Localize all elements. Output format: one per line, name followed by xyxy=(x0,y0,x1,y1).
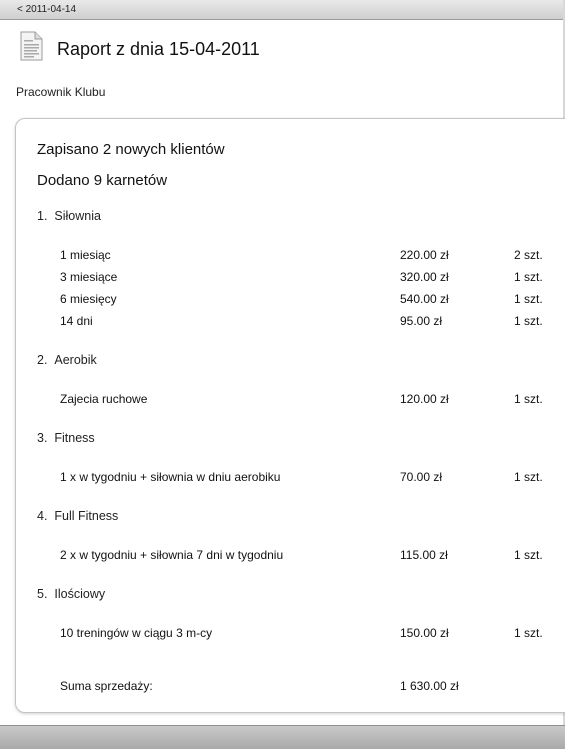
total-value: 1 630.00 zł xyxy=(400,679,459,693)
total-label: Suma sprzedaży: xyxy=(60,679,153,693)
item-name: 6 miesięcy xyxy=(60,292,117,306)
item-price: 95.00 zł xyxy=(400,314,443,328)
new-passes-summary: Dodano 9 karnetów xyxy=(37,172,168,189)
item-name: Zajecia ruchowe xyxy=(60,392,148,406)
item-price: 150.00 zł xyxy=(400,626,449,640)
item-price: 320.00 zł xyxy=(400,270,449,284)
category-number: 2. xyxy=(37,353,48,367)
item-quantity: 1 szt. xyxy=(514,270,543,284)
report-card xyxy=(15,118,565,713)
category-heading xyxy=(37,509,118,523)
category-name: Siłownia xyxy=(54,209,101,223)
category-number: 1. xyxy=(37,209,48,223)
item-price: 220.00 zł xyxy=(400,248,449,262)
item-price: 540.00 zł xyxy=(400,292,449,306)
item-quantity: 1 szt. xyxy=(514,392,543,406)
author-label: Pracownik Klubu xyxy=(16,85,106,99)
item-name: 10 treningów w ciągu 3 m-cy xyxy=(60,626,213,640)
item-name: 14 dni xyxy=(60,314,93,328)
category-heading xyxy=(37,353,97,367)
category-name: Aerobik xyxy=(54,353,97,367)
bottom-toolbar xyxy=(0,725,565,749)
category-name: Full Fitness xyxy=(54,509,119,523)
category-number: 4. xyxy=(37,509,48,523)
item-quantity: 1 szt. xyxy=(514,548,543,562)
document-icon xyxy=(20,31,43,61)
item-name: 2 x w tygodniu + siłownia 7 dni w tygodniu xyxy=(60,548,284,562)
item-price: 70.00 zł xyxy=(400,470,443,484)
category-name: Ilościowy xyxy=(54,587,106,601)
category-heading xyxy=(37,431,95,445)
item-price: 115.00 zł xyxy=(400,548,448,562)
category-number: 5. xyxy=(37,587,48,601)
item-quantity: 1 szt. xyxy=(514,626,543,640)
item-price: 120.00 zł xyxy=(400,392,449,406)
item-quantity: 1 szt. xyxy=(514,292,543,306)
category-name: Fitness xyxy=(54,431,95,445)
item-name: 3 miesiące xyxy=(60,270,118,284)
new-clients-summary: Zapisano 2 nowych klientów xyxy=(37,141,225,158)
category-heading xyxy=(37,209,101,223)
category-number: 3. xyxy=(37,431,48,445)
item-name: 1 miesiąc xyxy=(60,248,111,262)
navigation-bar xyxy=(0,0,565,20)
item-quantity: 2 szt. xyxy=(514,248,543,262)
item-name: 1 x w tygodniu + siłownia w dniu aerobiku xyxy=(60,470,281,484)
item-quantity: 1 szt. xyxy=(514,314,543,328)
item-quantity: 1 szt. xyxy=(514,470,543,484)
page-title: Raport z dnia 15-04-2011 xyxy=(57,39,260,59)
category-heading xyxy=(37,587,105,601)
back-button[interactable]: < 2011-04-14 xyxy=(17,4,77,15)
